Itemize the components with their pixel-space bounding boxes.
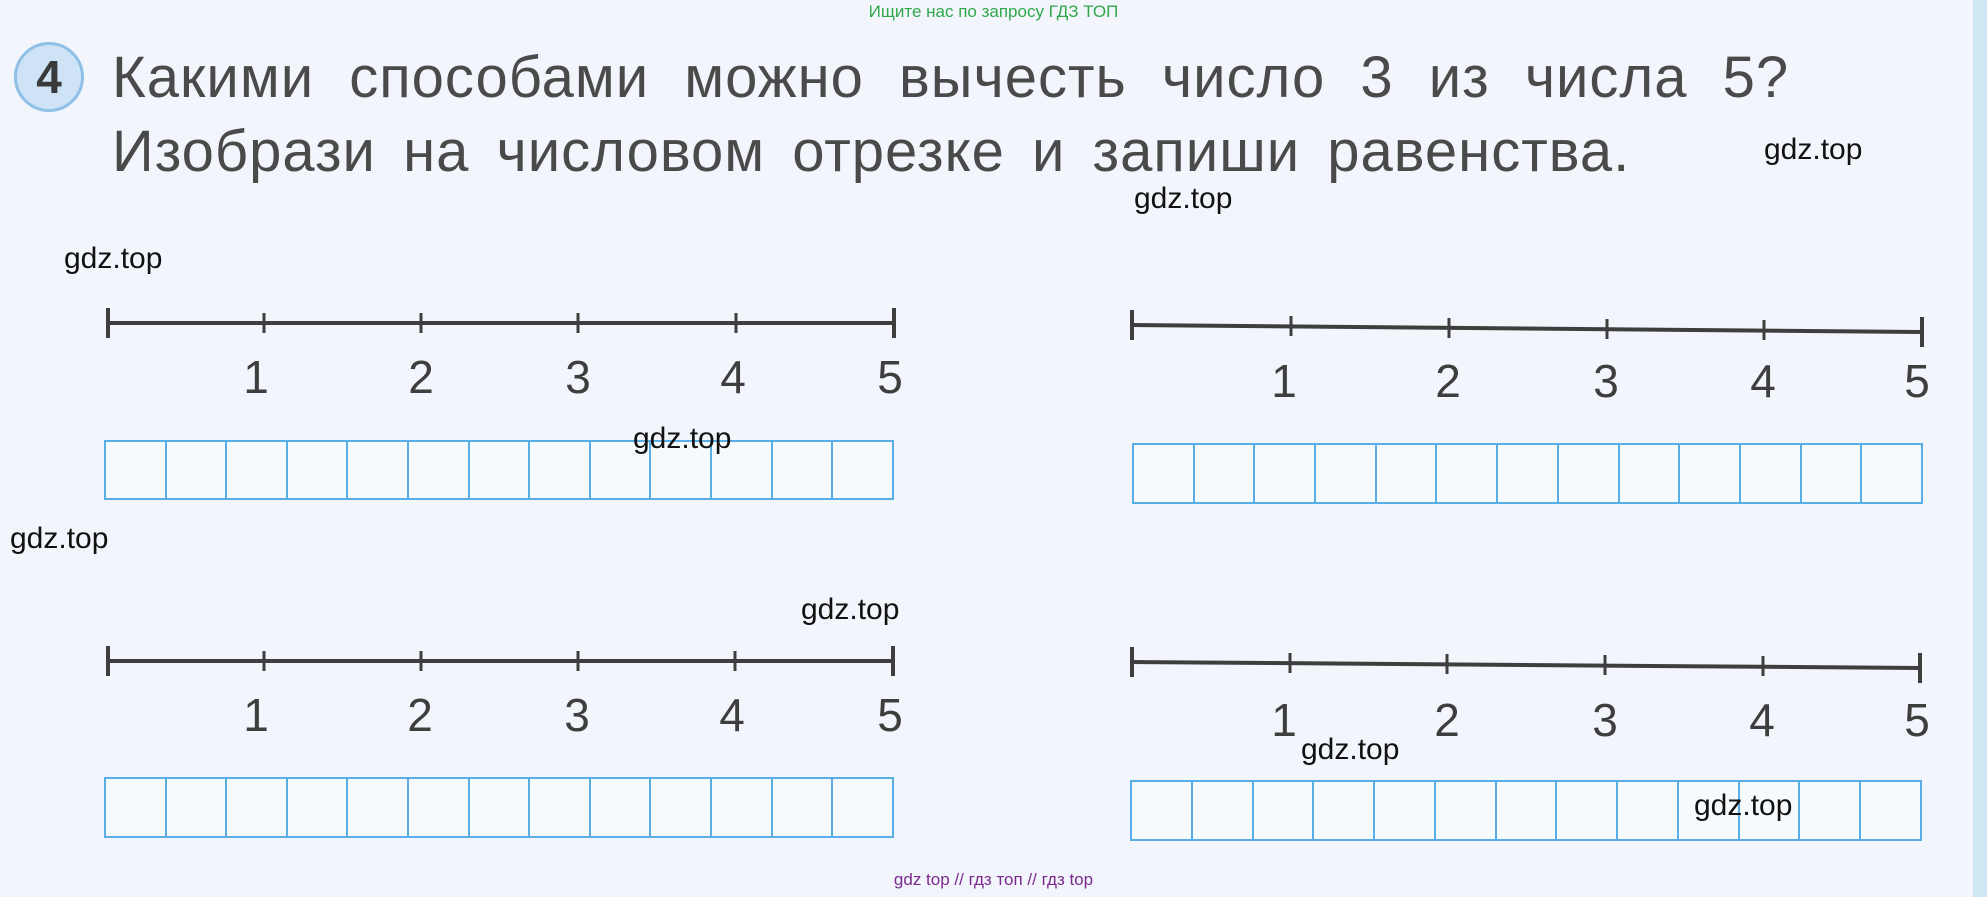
watermark: gdz.top [10, 522, 109, 555]
task-question-line-2: Изобрази на числовом отрезке и запиши равенства. [112, 119, 1631, 184]
watermark: gdz.top [64, 242, 163, 275]
tick-label-4: 4 [720, 351, 746, 403]
answer-cells-bottom-right[interactable] [1130, 780, 1922, 841]
tick-label-4: 4 [1749, 694, 1775, 746]
tick-label-5: 5 [877, 689, 903, 741]
tick-label-3: 3 [1592, 694, 1618, 746]
tick-label-4: 4 [1750, 355, 1776, 407]
tick-label-2: 2 [1434, 694, 1460, 746]
tick-label-5: 5 [1904, 694, 1930, 746]
tick-label-4: 4 [719, 689, 745, 741]
tick-label-5: 5 [877, 351, 903, 403]
tick-label-1: 1 [243, 351, 269, 403]
tick-label-3: 3 [564, 689, 590, 741]
watermark: gdz.top [1764, 133, 1863, 166]
watermark: gdz.top [801, 593, 900, 626]
tick-label-1: 1 [1271, 355, 1297, 407]
tick-label-3: 3 [565, 351, 591, 403]
tick-label-2: 2 [408, 351, 434, 403]
tick-label-2: 2 [1435, 355, 1461, 407]
tick-label-5: 5 [1904, 355, 1930, 407]
watermark: gdz.top [1694, 789, 1793, 822]
top-banner[interactable]: Ищите нас по запросу ГДЗ ТОП [868, 2, 1119, 21]
watermark: gdz.top [633, 422, 732, 455]
task-question-line-1: Какими способами можно вычесть число 3 из числа 5? [112, 45, 1790, 110]
bottom-banner[interactable]: gdz top // гдз топ // гдз top [893, 870, 1094, 889]
tick-label-1: 1 [1271, 694, 1297, 746]
watermark: gdz.top [1134, 182, 1233, 215]
tick-label-2: 2 [407, 689, 433, 741]
tick-label-1: 1 [243, 689, 269, 741]
task-number-badge: 4 [14, 42, 84, 112]
tick-label-3: 3 [1593, 355, 1619, 407]
watermark: gdz.top [1301, 733, 1400, 766]
